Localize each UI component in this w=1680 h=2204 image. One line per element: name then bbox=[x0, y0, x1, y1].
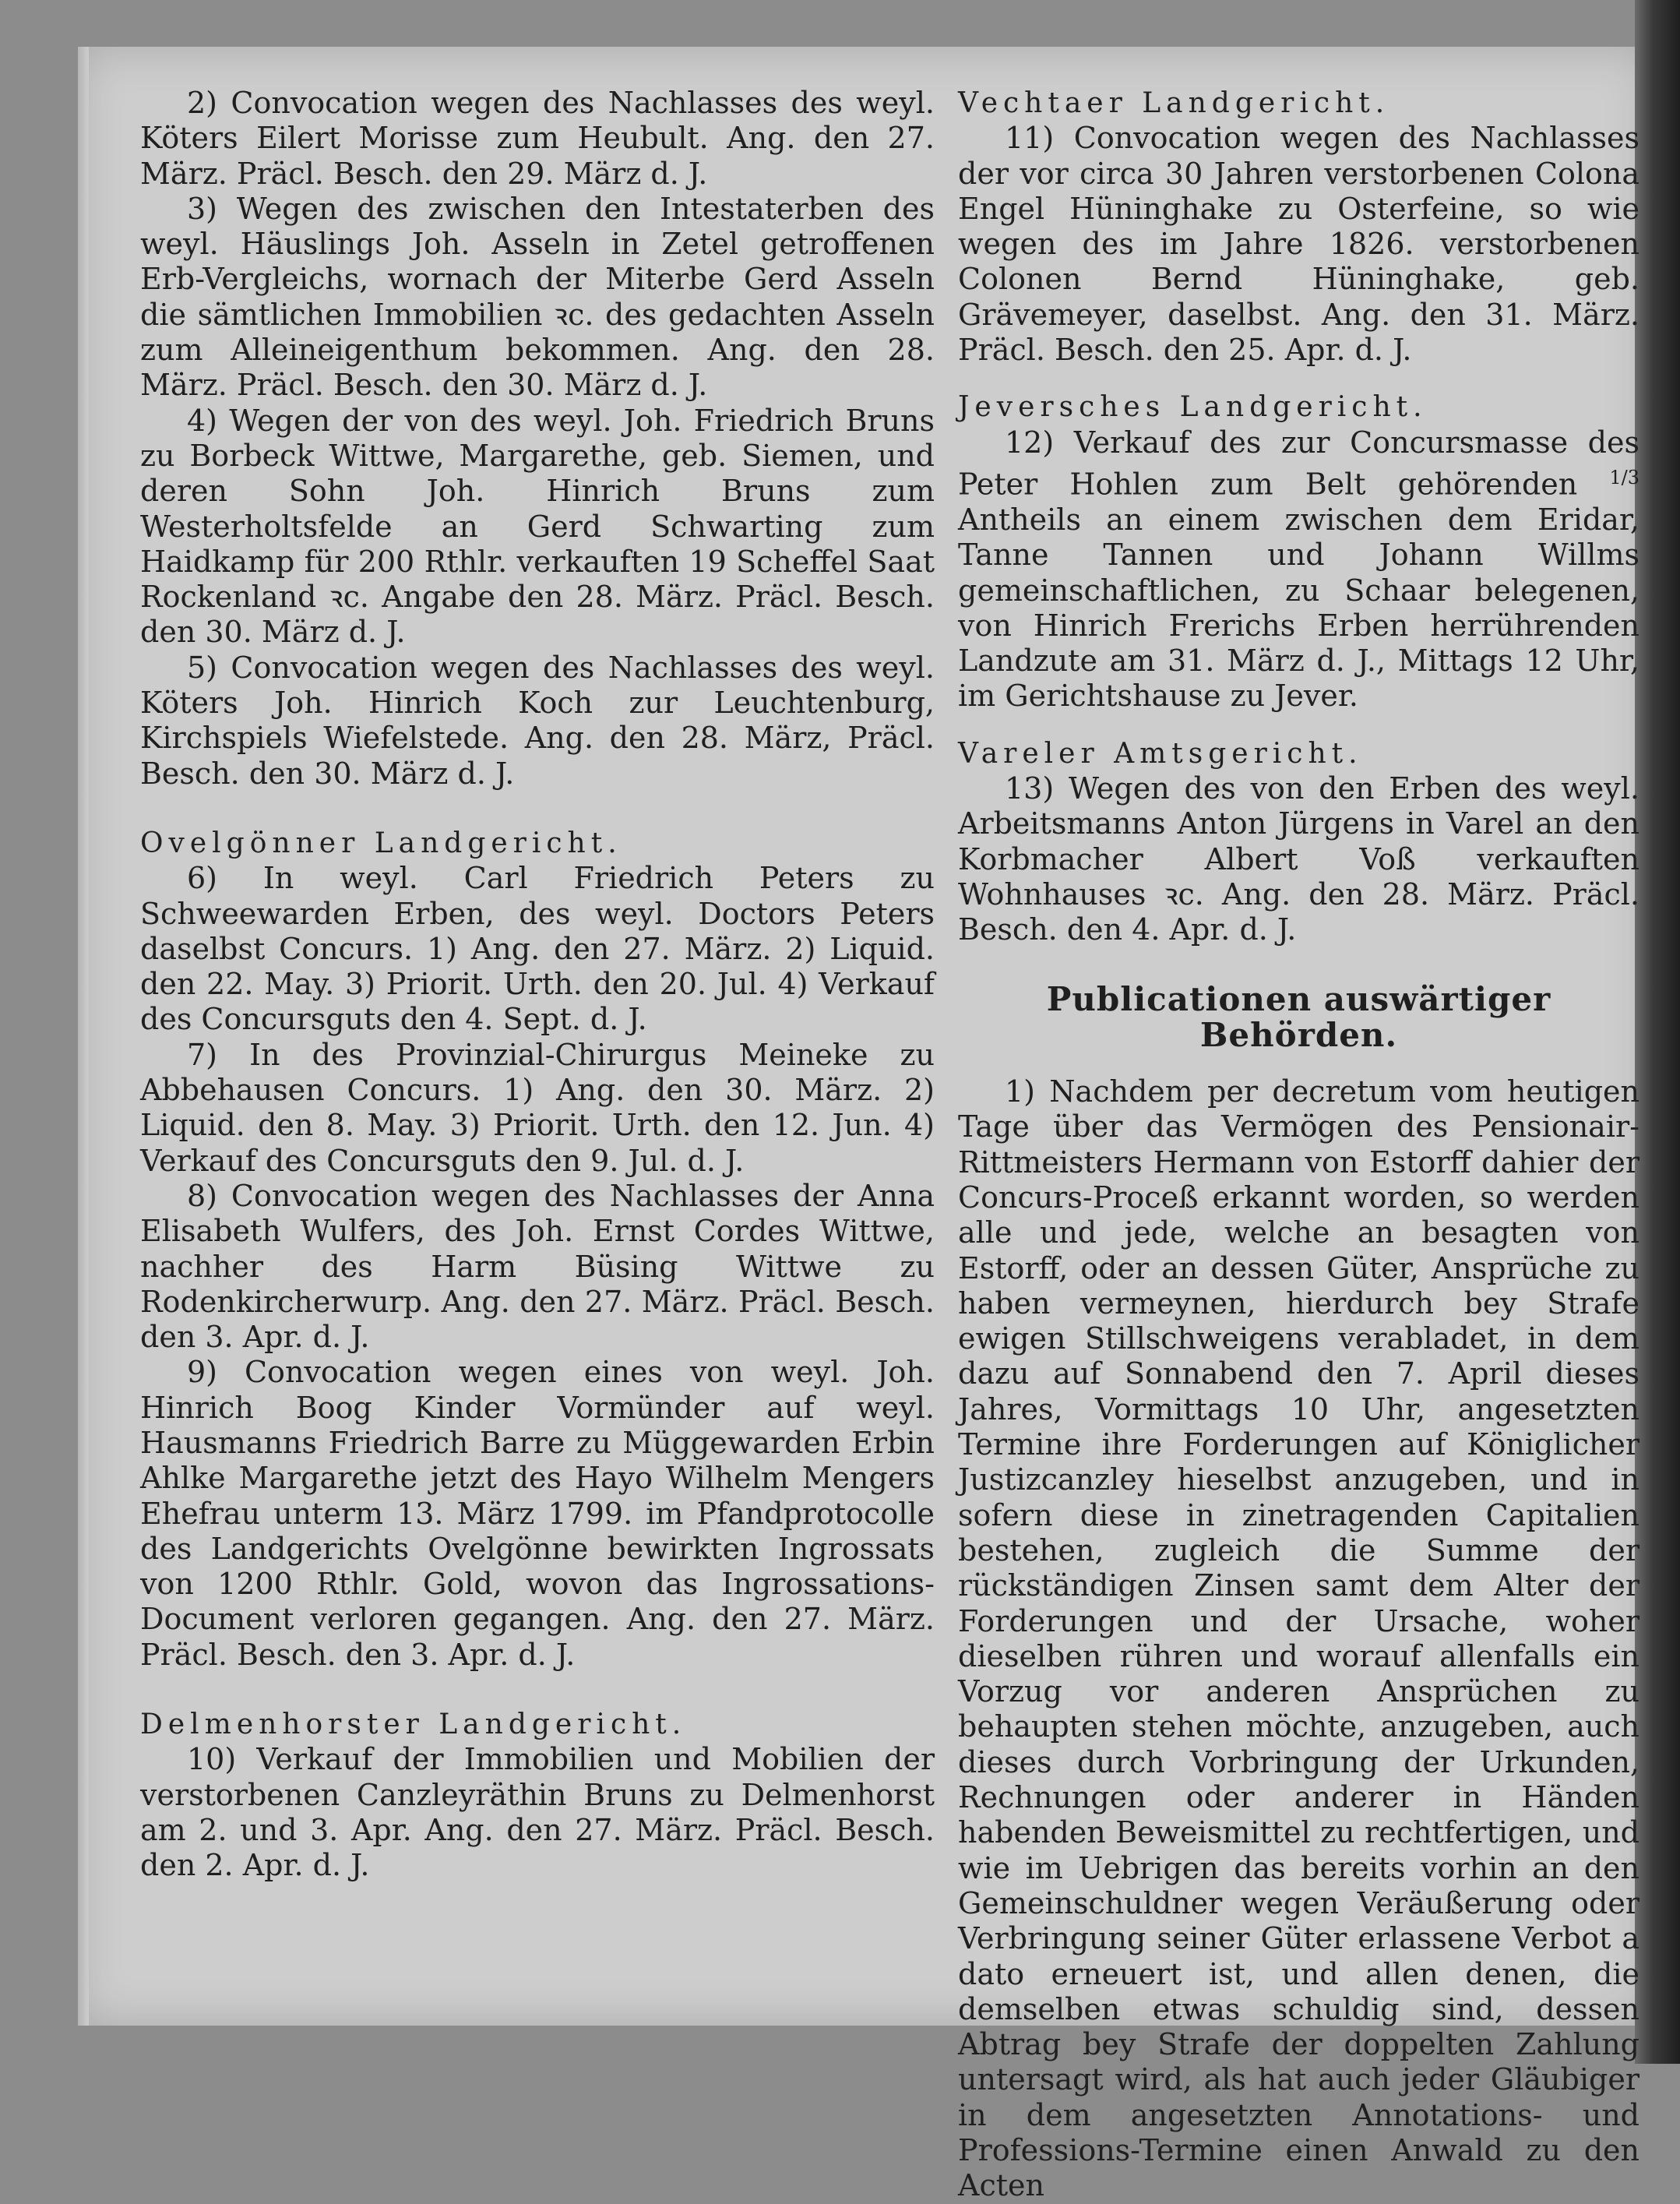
notice-8: 8) Convocation wegen des Nachlasses der Anna Elisabeth Wulfers, des Joh. Ernst Cordes Wittwe, nachher des Harm Büsing Wittwe zu Rodenkircherwurp. Ang. den 27. März. Präcl. Besch. den 3. Apr. d. J. bbox=[140, 1178, 935, 1355]
notice-11: 11) Convocation wegen des Nachlasses der vor circa 30 Jahren verstorbenen Colona Engel Hüninghake zu Osterfeine, so wie wegen des im Jahre 1826. verstorbenen Colonen Bernd Hüninghake, geb. Grävemeyer, daselbst. Ang. den 31. März. Präcl. Besch. den 25. Apr. d. J. bbox=[958, 121, 1639, 368]
heading-vechta: Vechtaer Landgericht. bbox=[958, 87, 1390, 119]
left-column bbox=[140, 86, 935, 1884]
notice-13: 13) Wegen des von den Erben des weyl. Arbeitsmanns Anton Jürgens in Varel an den Korbmacher Albert Voß verkauften Wohnhauses ꝛc. Ang. den 28. März. Präcl. Besch. den 4. Apr. d. J. bbox=[958, 771, 1639, 947]
notice-12-part-b: Antheils an einem zwischen dem Eridar, Tanne Tannen und Johann Willms gemeinschaftlichen, zu Schaar belegenen, von Hinrich Frerichs Erben herrührenden Landzute am 31. März d. J., Mittags 12 Uhr, im Gerichtshause zu Jever. bbox=[958, 502, 1639, 714]
publication-1: 1) Nachdem per decretum vom heutigen Tage über das Vermögen des Pensionair-Rittmeisters Hermann von Estorff dahier der Concurs-Proceß erkannt worden, so werden alle und jede, welche an besagten von Estorff, oder an dessen Güter, Ansprüche zu haben vermeynen, hierdurch bey Strafe ewigen Stillschweigens verabladet, in dem dazu auf Sonnabend den 7. April dieses Jahres, Vormittags 10 Uhr, angesetzten Termine ihre Forderungen auf Königlicher Justizcanzley hieselbst anzugeben, und in sofern diese in zinetragenden Capitalien bestehen, zugleich die Summe der rückständigen Zinsen samt dem Alter der Forderungen und der Ursache, woher dieselben rühren und worauf allenfalls ein Vorzug vor anderen Ansprüchen zu behaupten stehen möchte, anzugeben, auch dieses durch Vorbringung der Urkunden, Rechnungen oder anderer in Händen habenden Beweismittel zu rechtfertigen, und wie im Uebrigen das bereits vorhin an den Gemeinschuldner wegen Veräußerung oder Verbringung seiner Güter erlassene Verbot a dato erneuert ist, und allen denen, die demselben etwas schuldig sind, dessen Abtrag bey Strafe der doppelten Zahlung untersagt wird, als hat auch jeder Gläubiger in dem angesetzten Annotations- und Professions-Termine einen Anwald zu den Acten bbox=[958, 1074, 1639, 2203]
notice-10: 10) Verkauf der Immobilien und Mobilien der verstorbenen Canzleyräthin Bruns zu Delmenhorst am 2. und 3. Apr. Ang. den 27. März. Präcl. Besch. den 2. Apr. d. J. bbox=[140, 1742, 935, 1883]
heading-ovelgoenne: Ovelgönner Landgericht. bbox=[140, 827, 622, 859]
notice-6: 6) In weyl. Carl Friedrich Peters zu Schweewarden Erben, des weyl. Doctors Peters daselbst Concurs. 1) Ang. den 27. März. 2) Liquid. den 22. May. 3) Priorit. Urth. den 20. Jul. 4) Verkauf des Concursguts den 4. Sept. d. J. bbox=[140, 861, 935, 1037]
heading-publications: Publicationen auswärtiger Behörden. bbox=[1046, 980, 1551, 1054]
heading-jever: Jeversches Landgericht. bbox=[958, 391, 1428, 424]
notice-12 bbox=[958, 425, 1639, 714]
book-spine bbox=[1635, 0, 1680, 2064]
notice-2: 2) Convocation wegen des Nachlasses des weyl. Köters Eilert Morisse zum Heubult. Ang. den 27. März. Präcl. Besch. den 29. März d. J. bbox=[140, 86, 935, 191]
notice-5: 5) Convocation wegen des Nachlasses des weyl. Köters Joh. Hinrich Koch zur Leuchtenburg, Kirchspiels Wiefelstede. Ang. den 28. März, Präcl. Besch. den 30. März d. J. bbox=[140, 650, 935, 791]
notice-12-part-a: 12) Verkauf des zur Concursmasse des Peter Hohlen zum Belt gehörenden bbox=[958, 425, 1639, 502]
heading-delmenhorst: Delmenhorster Landgericht. bbox=[140, 1709, 687, 1741]
right-column bbox=[958, 86, 1639, 2204]
notice-9: 9) Convocation wegen eines von weyl. Joh. Hinrich Boog Kinder Vormünder auf weyl. Hausmanns Friedrich Barre zu Müggewarden Erbin Ahlke Margarethe jetzt des Hayo Wilhelm Mengers Ehefrau unterm 13. März 1799. im Pfandprotocolle des Landgerichts Ovelgönne bewirkten Ingrossats von 1200 Rthlr. Gold, wovon das Ingrossations-Document verloren gegangen. Ang. den 27. März. Präcl. Besch. den 3. Apr. d. J. bbox=[140, 1355, 935, 1672]
notice-3: 3) Wegen des zwischen den Intestaterben des weyl. Häuslings Joh. Asseln in Zetel getroffenen Erb-Vergleichs, wornach der Miterbe Gerd Asseln die sämtlichen Immobilien ꝛc. des gedachten Asseln zum Alleineigenthum bekommen. Ang. den 28. März. Präcl. Besch. den 30. März d. J. bbox=[140, 191, 935, 403]
fraction-one-third: 1/3 bbox=[1609, 466, 1639, 488]
heading-varel: Vareler Amtsgericht. bbox=[958, 737, 1363, 770]
page-edge bbox=[78, 47, 89, 2026]
notice-4: 4) Wegen der von des weyl. Joh. Friedrich Bruns zu Borbeck Wittwe, Margarethe, geb. Siemen, und deren Sohn Joh. Hinrich Bruns zum Westerholtsfelde an Gerd Schwarting zum Haidkamp für 200 Rthlr. verkauften 19 Scheffel Saat Rockenland ꝛc. Angabe den 28. März. Präcl. Besch. den 30. März d. J. bbox=[140, 403, 935, 650]
notice-7: 7) In des Provinzial-Chirurgus Meineke zu Abbehausen Concurs. 1) Ang. den 30. März. 2) Liquid. den 8. May. 3) Priorit. Urth. den 12. Jun. 4) Verkauf des Concursguts den 9. Jul. d. J. bbox=[140, 1037, 935, 1178]
